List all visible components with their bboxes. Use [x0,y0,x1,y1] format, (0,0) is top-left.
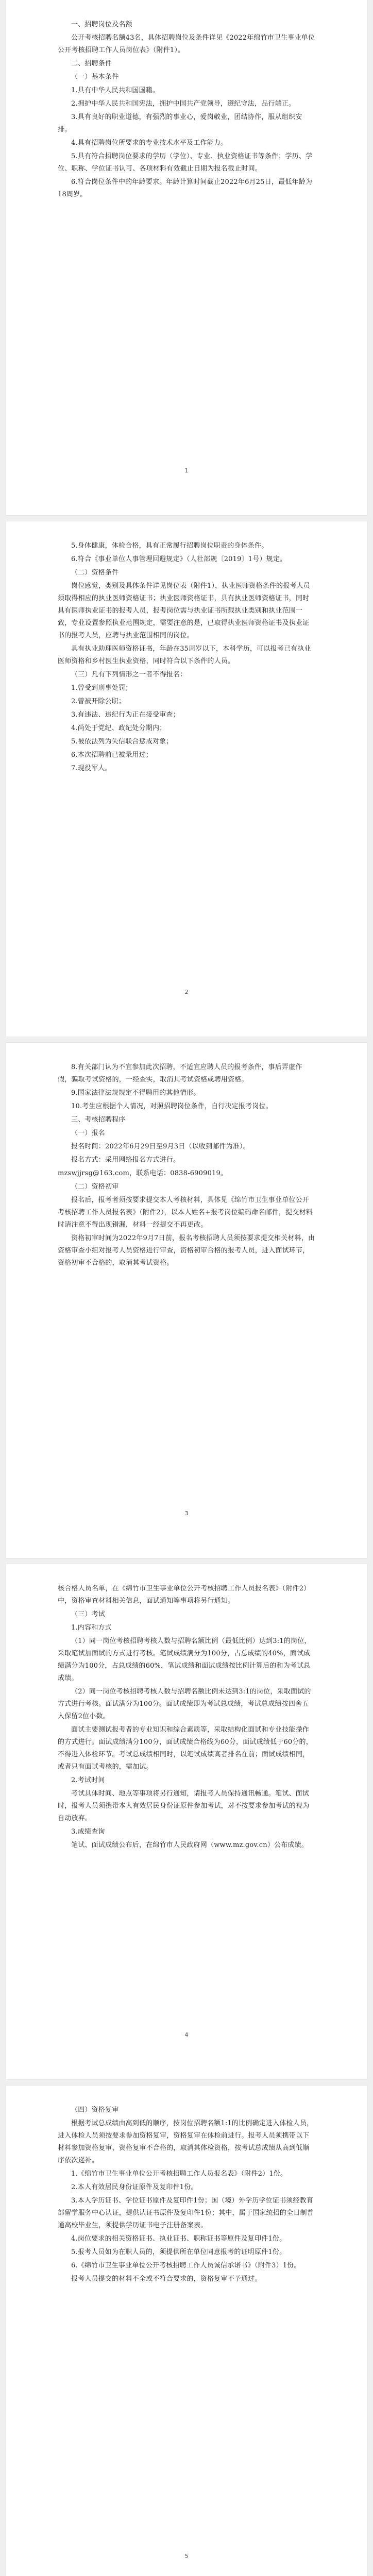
list-item: 7.现役军人。 [71,765,112,772]
page-number: 2 [184,989,189,995]
paragraph: 3.具有良好的职业道德，有强烈的事业心，爱岗敬业，团结协作，服从组织安排。 [58,113,302,133]
paragraph: 根据考试总成绩由高到低的顺序，按岗位招聘名额1:1的比例确定进入体检人员，进入体检人员须按要求参加资格复审，资格复审在体检前进行。报考人员须携带以下材料参加资格复审，资格复审不合格的，取消其体检资格，按考试总成绩从高到低顺序依次递补。 [58,2120,314,2164]
contact-email-line: mzswjjrsg@163.com，联系电话：0838-6909019。 [58,1170,228,1177]
list-item: 4.岗位要求的相关资格证书、执业证书、职称证书等原件及复印件1份。 [71,2235,286,2243]
paragraph: 报名方式：采用网络报名方式进行。 [71,1156,180,1164]
subsection-heading: 1.内容和方式 [71,1624,112,1632]
paragraph: （2）同一岗位考核招聘考核人数与招聘名额比例未达到3:1的岗位，采取面试的方式进行考核。面试满分为100分。面试成绩即为考试总成绩，考试总成绩按四舍五入保留2位小数。 [58,1688,311,1720]
document-page [6,0,367,515]
paragraph: 2.拥护中华人民共和国宪法，拥护中国共产党领导，遵纪守法，品行端正。 [71,100,296,108]
paragraph: 4.具有招聘岗位所要求的专业技术水平及工作能力。 [71,139,228,147]
list-item: 5.报考人员如为在职人员的，须提供所在单位同意报考的证明原件1份。 [71,2248,286,2256]
list-item: 9.国家法律法规规定不得聘用的其他情形。 [71,1089,200,1097]
subsection-heading: （三）考试 [71,1611,106,1618]
paragraph: 具有执业助理医师资格证书，年龄在35周岁以下，本科学历，可以报考已有执业医师资格和乡村医生执业资格，同时符合以下条件的人员。 [58,645,311,665]
paragraph: 资格初审时间为2022年9月7日前，报名考核招聘人员须按要求提交相关材料，由资格审查小组对报考人员资格进行审查，资格初审合格的报考人员，进入面试环节，资格初审不合格的，取消其考试资格。 [58,1234,315,1267]
list-item: 8.有关部门认为不宜参加此次招聘，不适宜应聘人员的报考条件，事后弄虚作假，骗取考试资格的，一经查实，取消其考试资格或聘用资格。 [58,1063,302,1083]
document-page [6,1564,367,2079]
document-page [6,521,367,1037]
list-item: 10.考生应根据个人情况，对照招聘岗位条件，自行决定报考岗位。 [71,1103,273,1110]
subsection-heading: （四）资格复审 [71,2106,119,2114]
paragraph: 6.符合岗位条件中的年龄要求。年龄计算时间截止2022年6月25日，最低年龄为18周岁。 [58,178,313,198]
paragraph: 公开考核招聘名额43名，具体招聘岗位及条件详见《2022年绵竹市卫生事业单位公开考核招聘工作人员岗位表》（附件1）。 [58,34,315,54]
list-item: 2.本人有效居民身份证原件及复印件1份。 [71,2183,198,2191]
paragraph: 岗位感觉，类别及具体条件详见岗位表（附件1），执业医师资格条件的报考人员须取得相应的执业医师资格证书；执业医师资格证书，具有执业医师资格证书，同时具有医师执业证书的报考人员，报考岗位需与执业证书所载执业类别和执业范围一致，专业设置参照执业范围规定，需要注意的是，已取得执业医师资格证书及执业证书的报考人员，应聘与执业范围相同的岗位。 [58,582,310,639]
list-item: 6.《绵竹市卫生事业单位公开考核招聘工作人员诚信承诺书》（附件3）1份。 [71,2262,301,2269]
list-item: 1.曾受到刑事处罚； [71,684,132,692]
subsection-heading: （二）资格条件 [71,569,119,577]
subsection-heading: 2.考试时间 [71,1776,105,1784]
list-item: 1.《绵竹市卫生事业单位公开考核招聘工作人员报名表》（附件2）1份。 [71,2170,287,2178]
paragraph: 核合格人员名单，在《绵竹市卫生事业单位公开考核招聘工作人员报名表》（附件2）中，资格审查材料相关信息，面试通知等事项将另行通知。 [58,1585,311,1605]
page-number: 4 [184,2031,189,2038]
paragraph: 报名时间：2022年6月29日至9月3日（以收到邮件为准）。 [71,1143,250,1150]
section-heading: 一、招聘岗位及名额 [71,21,132,28]
list-item: 3.本人学历证书、学位证书原件及复印件1份；国（境）外学历学位证书须经教育部留学服务中心认证，提供认证书原件及复印件1份；其中，属于国家统招的全日制普通高校毕业生，须提供学历证书电子注册备案表。 [58,2197,314,2229]
paragraph: 考试具体时间、地点等事项将另行通知，请报考人员保持通讯畅通。笔试、面试时，报考人员须携带本人有效居民身份证原件参加考试，对不按要求参加考试的视为自动放弃。 [58,1790,310,1822]
document-page [6,2086,367,2576]
subsection-heading: （二）资格初审 [71,1183,119,1191]
list-item: 2.曾被开除公职； [71,698,126,705]
subsection-heading: （一）基本条件 [71,73,119,81]
paragraph: （1）同一岗位考核招聘考核人数与招聘名额比例（最低比例）达到3:1的岗位，采取笔试加面试的方式进行考核。笔试成绩满分为100分，占总成绩的40%，面试成绩满分为100分，占总成绩的60%，笔试成绩和面试成绩按比例计算后的和为考试总成绩。 [58,1637,311,1682]
list-item: 6.本次招聘前已被录用过； [71,751,153,759]
list-item: 3.有违法、违纪行为正在接受审查； [71,711,180,719]
paragraph: 报名后，报考者须按要求提交本人考核材料，具体见《绵竹市卫生事业单位公开考核招聘工作人员报名表》（附件2），以本人姓名+报考岗位编码命名邮件，提交材料时请注意不得出现错漏，材料一经提交不再更改。 [58,1196,313,1229]
paragraph: 1.具有中华人民共和国国籍。 [71,87,160,94]
list-item: 4.尚处于党纪、政纪处分期内； [71,724,166,732]
page-number: 1 [184,467,189,474]
paragraph: 5.身体健康，体检合格，具有正常履行招聘岗位职责的身体条件。 [71,542,268,550]
paragraph: 面试主要测试报考者的专业知识和综合素质等，采取结构化面试和专业技能操作的方式进行。面试成绩满分100分，面试成绩合格线为60分，面试成绩低于60分的，不得进入体检环节。考试总成绩相同时，以笔试成绩高者排名在前；面试成绩相同，或者只有面试考核的，需加试。 [58,1726,313,1771]
paragraph: 5.具有符合招聘岗位要求的学历（学位）、专业、执业资格证书等条件；学历、学位、职称、学位证书认可、各项材料有效截止日期为报名截止时间。 [58,152,313,173]
page-number: 3 [184,1510,189,1517]
paragraph: 报考人员提交的材料不全或不符合要求的，资格复审不予通过。 [71,2275,262,2283]
subsection-heading: （三）凡有下列情形之一者不得报名： [71,671,187,679]
subsection-heading: （一）报名 [71,1129,106,1137]
list-item: 5.被依法列为失信联合惩戒对象； [71,738,173,745]
subsection-heading: 3.成绩查询 [71,1828,105,1836]
paragraph: 笔试、面试成绩公布后，在绵竹市人民政府网（www.mz.gov.cn）公布成绩。 [71,1841,309,1849]
paragraph: 6.符合《事业单位人事管理回避规定》（人社部规〔2019〕1号）规定。 [71,555,287,563]
page-number: 5 [184,2553,189,2560]
document-page [6,1043,367,1558]
section-heading: 三、考核招聘程序 [71,1116,126,1124]
section-heading: 二、招聘条件 [71,60,112,67]
